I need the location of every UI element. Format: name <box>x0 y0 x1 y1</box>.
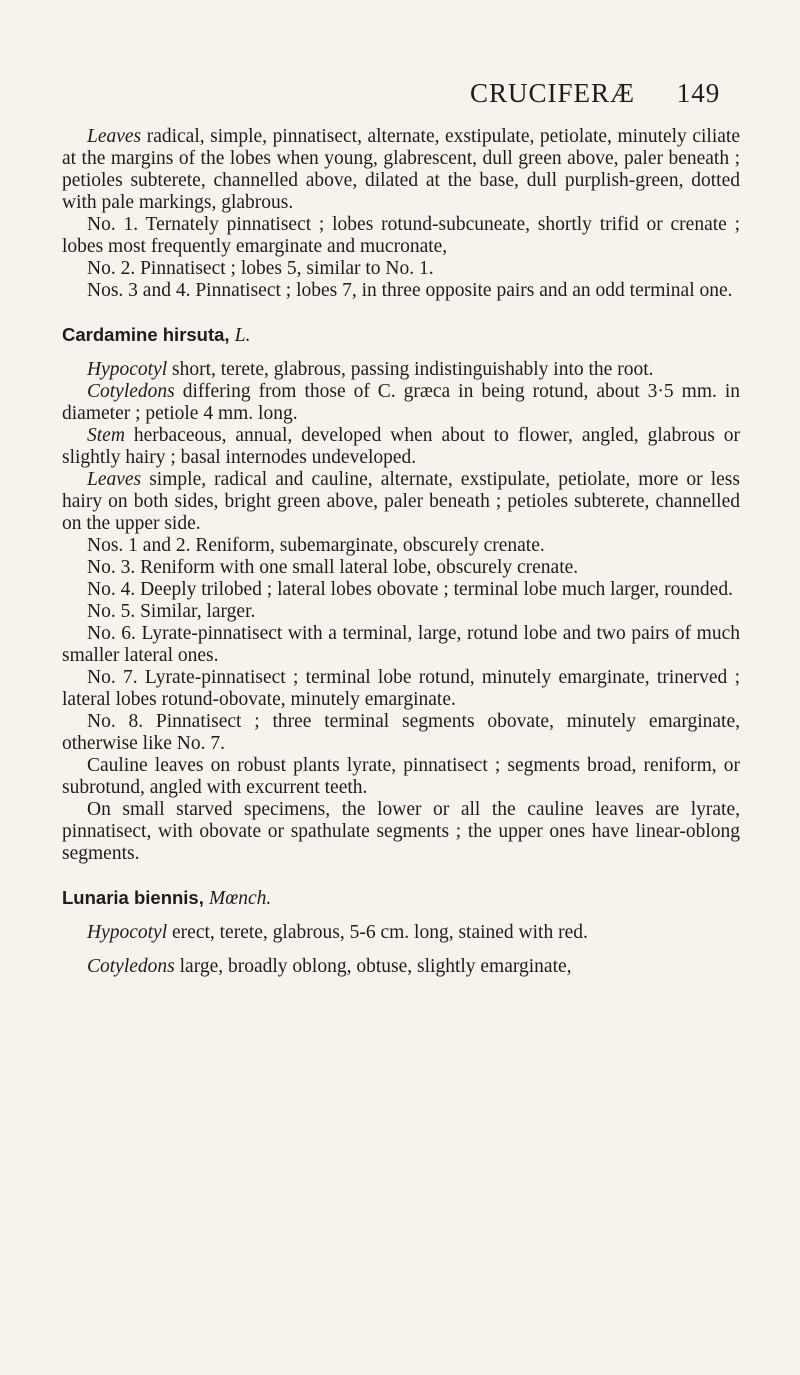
paragraph <box>62 711 740 755</box>
paragraph-text: short, terete, glabrous, passing indistinguishably into the root. <box>167 359 654 380</box>
paragraph <box>62 126 740 214</box>
term: Cotyledons <box>87 381 175 402</box>
paragraph <box>62 535 740 557</box>
paragraph-text: radical, simple, pinnatisect, alternate, exstipulate, petiolate, minutely ciliate at the margins of the lobes when young, glabrescent, dull green above, paler beneath ; petioles subterete, channelled above, dilated at the base, dull purplish-green, dotted with pale markings, glabrous. <box>62 126 740 213</box>
paragraph <box>62 579 740 601</box>
paragraph-text: large, broadly oblong, obtuse, slightly emarginate, <box>174 956 572 977</box>
paragraph <box>62 214 740 258</box>
paragraph <box>62 557 740 579</box>
page-number: 149 <box>676 78 721 108</box>
paragraph-text: No. 3. Reniform with one small lateral lobe, obscurely crenate. <box>87 557 579 578</box>
paragraph-text: No. 7. Lyrate-pinnatisect ; terminal lobe rotund, minutely emarginate, trinerved ; lateral lobes rotund-obovate, minutely emarginate. <box>62 667 740 710</box>
species-heading <box>62 887 740 910</box>
running-title: CRUCIFERÆ <box>470 78 636 108</box>
species-authority: Mœnch. <box>209 888 272 909</box>
paragraph-text: Cauline leaves on robust plants lyrate, pinnatisect ; segments broad, reniform, or subrotund, angled with excurrent teeth. <box>62 755 740 798</box>
paragraph-text: erect, terete, glabrous, 5-6 cm. long, stained with red. <box>167 922 588 943</box>
paragraph-text: herbaceous, annual, developed when about to flower, angled, glabrous or slightly hairy ; basal internodes undeveloped. <box>62 425 740 468</box>
species-name: Lunaria biennis, <box>62 887 204 908</box>
paragraph-text: No. 8. Pinnatisect ; three terminal segments obovate, minutely emarginate, otherwise like No. 7. <box>62 711 740 754</box>
term: Stem <box>87 425 125 446</box>
term: Cotyledons <box>87 956 175 977</box>
paragraph <box>62 258 740 280</box>
paragraph <box>62 623 740 667</box>
paragraph <box>62 601 740 623</box>
paragraph <box>62 469 740 535</box>
paragraph <box>62 381 740 425</box>
paragraph-text: No. 4. Deeply trilobed ; lateral lobes obovate ; terminal lobe much larger, rounded. <box>87 579 733 600</box>
paragraph <box>62 956 740 978</box>
paragraph <box>62 755 740 799</box>
paragraph-text: No. 6. Lyrate-pinnatisect with a terminal, large, rotund lobe and two pairs of much smaller lateral ones. <box>62 623 740 666</box>
paragraph <box>62 425 740 469</box>
species-name: Cardamine hirsuta, <box>62 324 230 345</box>
paragraph-text: No. 1. Ternately pinnatisect ; lobes rotund-subcuneate, shortly trifid or crenate ; lobes most frequently emarginate and mucronate, <box>62 214 740 257</box>
species-heading <box>62 324 740 347</box>
paragraph-text: differing from those of C. græca in being rotund, about 3·5 mm. in diameter ; petiole 4 mm. long. <box>62 381 740 424</box>
paragraph-text: Nos. 1 and 2. Reniform, subemarginate, obscurely crenate. <box>87 535 545 556</box>
paragraph <box>62 922 740 944</box>
paragraph-text: On small starved specimens, the lower or all the cauline leaves are lyrate, pinnatisect, with obovate or spathulate segments ; the upper ones have linear-oblong segments. <box>62 799 740 864</box>
term: Hypocotyl <box>87 922 168 943</box>
running-header <box>470 78 730 109</box>
paragraph-text: No. 2. Pinnatisect ; lobes 5, similar to No. 1. <box>87 258 434 279</box>
paragraph <box>62 667 740 711</box>
term: Hypocotyl <box>87 359 168 380</box>
body-text <box>62 126 740 978</box>
term: Leaves <box>87 126 142 147</box>
paragraph <box>62 799 740 865</box>
paragraph-text: simple, radical and cauline, alternate, exstipulate, petiolate, more or less hairy on both sides, bright green above, paler beneath ; petioles subterete, channelled on the upper side. <box>62 469 740 534</box>
paragraph-text: No. 5. Similar, larger. <box>87 601 256 622</box>
paragraph <box>62 359 740 381</box>
paragraph <box>62 280 740 302</box>
species-authority: L. <box>234 325 251 346</box>
term: Leaves <box>87 469 142 490</box>
paragraph-text: Nos. 3 and 4. Pinnatisect ; lobes 7, in three opposite pairs and an odd terminal one. <box>87 280 733 301</box>
